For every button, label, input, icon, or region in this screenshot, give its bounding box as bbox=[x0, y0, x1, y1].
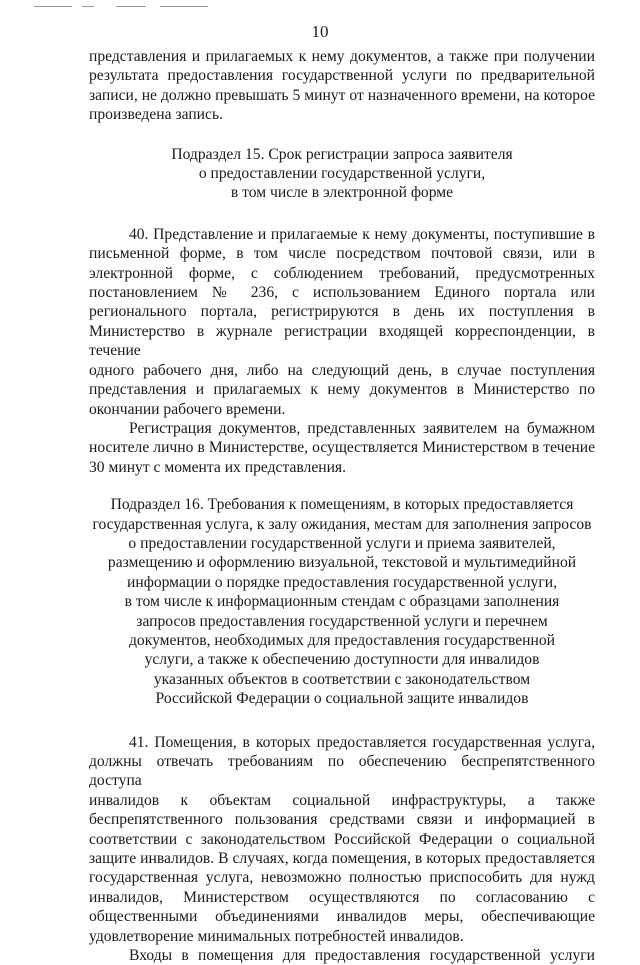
text-line: должны отвечать требованиям по обеспечению беспрепятственного доступа bbox=[89, 753, 595, 790]
text-line: записи, не должно превышать 5 минут от назначенного времени, на которое bbox=[89, 86, 595, 104]
paragraph-registration bbox=[89, 419, 595, 477]
text-line: беспрепятственного пользования средствами связи и информацией в bbox=[89, 811, 595, 829]
text-line: инвалидов к объектам социальной инфраструктуры, а также bbox=[89, 791, 595, 809]
text-line: государственная услуга, невозможно полностью приспособить для нужд bbox=[89, 869, 595, 887]
text-line: представления и прилагаемых к нему документов в Министерство по bbox=[89, 381, 595, 399]
text-line: одного рабочего дня, либо на следующий день, в случае поступления bbox=[89, 361, 595, 379]
text-line: регионального портала, регистрируются в день их поступления в bbox=[89, 303, 595, 321]
text-line: Регистрация документов, представленных заявителем на бумажном bbox=[129, 419, 595, 437]
text-line: письменной форме, в том числе посредством почтовой связи, или в bbox=[89, 245, 595, 263]
heading-line: Подраздел 15. Срок регистрации запроса заявителя bbox=[171, 145, 513, 163]
text-line: электронной форме, с соблюдением требований, предусмотренных bbox=[89, 264, 595, 282]
subsection-16-heading bbox=[89, 495, 595, 708]
text-line: Входы в помещения для предоставления государственной услуги bbox=[129, 947, 595, 965]
text-line: представления и прилагаемых к нему документов, а также при получении bbox=[89, 48, 595, 65]
subsection-15-heading bbox=[89, 145, 595, 203]
text-line: общественными объединениями инвалидов меры, обеспечивающие bbox=[89, 908, 595, 926]
text-line: произведена запись. bbox=[89, 106, 223, 124]
heading-line: о предоставлении государственной услуги, bbox=[198, 165, 486, 183]
text-line: соответствии с законодательством Российской Федерации о социальной bbox=[89, 830, 595, 848]
text-line: инвалидов, Министерством осуществляются по согласованию с bbox=[89, 888, 595, 906]
heading-line: Российской Федерации о социальной защите инвалидов bbox=[155, 690, 529, 708]
paragraph-40 bbox=[89, 225, 595, 419]
page-number: 10 bbox=[311, 22, 329, 41]
text-line: 30 минут с момента их представления. bbox=[89, 458, 347, 476]
text-line: результата предоставления государственной услуги по предварительной bbox=[89, 67, 595, 85]
text-line: носителе лично в Министерстве, осуществляется Министерством в течение bbox=[89, 439, 595, 457]
heading-line: в том числе в электронной форме bbox=[230, 184, 454, 202]
paragraph-41 bbox=[89, 733, 595, 946]
text-line: 41. Помещения, в которых предоставляется государственная услуга, bbox=[129, 733, 595, 751]
heading-line: размещению и оформлению визуальной, текстовой и мультимедийной bbox=[107, 554, 577, 572]
text-line: окончании рабочего времени. bbox=[89, 400, 286, 418]
text-line: 40. Представление и прилагаемые к нему документы, поступившие в bbox=[129, 225, 595, 243]
scan-header-marks bbox=[20, 6, 220, 8]
text-line: Министерство в журнале регистрации входящей корреспонденции, в течение bbox=[89, 322, 595, 360]
heading-line: документов, необходимых для предоставления государственной bbox=[128, 631, 556, 649]
paragraph-entrances bbox=[89, 946, 595, 965]
heading-line: услуги, а также к обеспечению доступности для инвалидов bbox=[144, 651, 540, 669]
heading-line: Подраздел 16. Требования к помещениям, в которых предоставляется bbox=[110, 496, 574, 514]
heading-line: в том числе к информационным стендам с образцами заполнения bbox=[124, 593, 560, 611]
paragraph-continuation bbox=[89, 47, 595, 125]
heading-line: государственная услуга, к залу ожидания, местам для заполнения запросов bbox=[92, 515, 592, 533]
heading-line: о предоставлении государственной услуги и приема заявителей, bbox=[128, 534, 556, 552]
text-line: защите инвалидов. В случаях, когда помещения, в которых предоставляется bbox=[89, 850, 595, 868]
text-line: удовлетворение минимальных потребностей инвалидов. bbox=[89, 927, 464, 945]
text-line: постановлением № 236, с использованием Единого портала или bbox=[89, 284, 595, 302]
heading-line: запросов предоставления государственной услуги и перечнем bbox=[136, 612, 548, 630]
heading-line: информации о порядке предоставления государственной услуги, bbox=[127, 573, 557, 591]
document-body bbox=[89, 47, 595, 965]
heading-line: указанных объектов в соответствии с законодательством bbox=[153, 670, 531, 688]
